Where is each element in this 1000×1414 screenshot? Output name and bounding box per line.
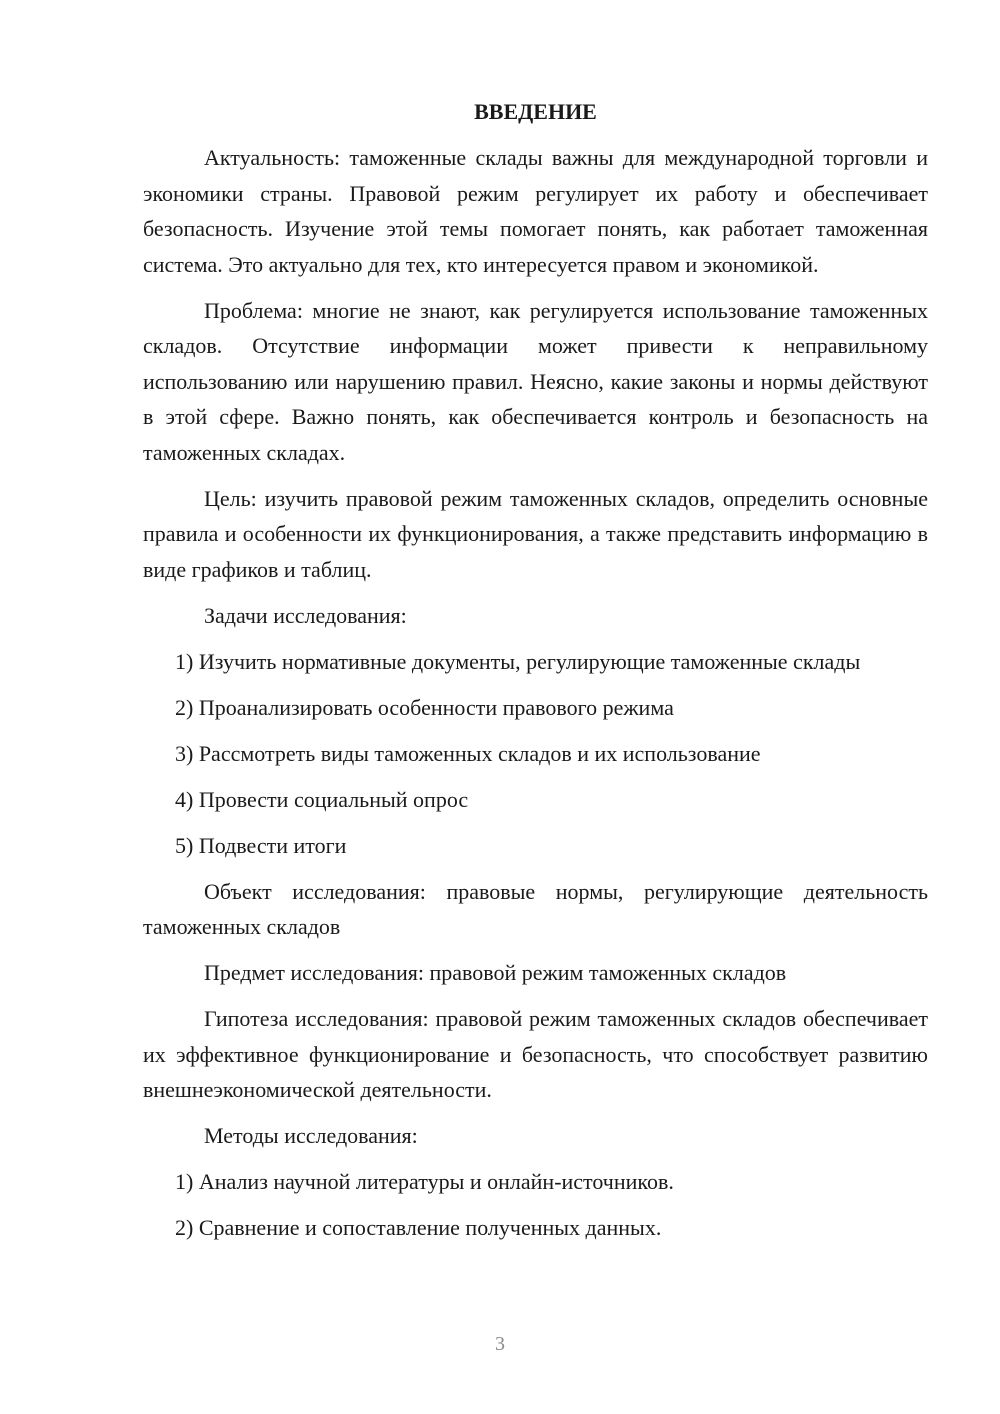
task-item: 4) Провести социальный опрос — [175, 786, 469, 812]
hypothesis-paragraph: Гипотеза исследования: правовой режим таможенных складов обеспечивает их эффективное функционирование и безопасность, что способствует развитию внешнеэкономической деятельности. — [143, 1006, 928, 1102]
page-number: 3 — [495, 1333, 505, 1355]
relevance-paragraph: Актуальность: таможенные склады важны для международной торговли и экономики страны. Правовой режим регулирует их работу и обеспечивает безопасность. Изучение этой темы помогает понять, как работает таможенная система. Это актуально для тех, кто интересуется правом и экономикой. — [143, 145, 928, 277]
problem-paragraph: Проблема: многие не знают, как регулируется использование таможенных складов. Отсутствие информации может привести к неправильному использованию или нарушению правил. Неясно, какие законы и нормы действуют в этой сфере. Важно понять, как обеспечивается контроль и безопасность на таможенных складах. — [143, 297, 928, 465]
task-item: 2) Проанализировать особенности правового режима — [175, 694, 674, 720]
method-item: 2) Сравнение и сопоставление полученных данных. — [175, 1215, 662, 1240]
tasks-title: Задачи исследования: — [204, 602, 407, 628]
page-heading: ВВЕДЕНИЕ — [474, 99, 597, 124]
goal-paragraph: Цель: изучить правовой режим таможенных складов, определить основные правила и особенности их функционирования, а также представить информацию в виде графиков и таблиц. — [143, 485, 928, 582]
methods-title: Методы исследования: — [204, 1123, 418, 1148]
task-item: 3) Рассмотреть виды таможенных складов и их использование — [175, 740, 761, 766]
method-item: 1) Анализ научной литературы и онлайн-источников. — [175, 1169, 674, 1194]
subject-paragraph: Предмет исследования: правовой режим таможенных складов — [204, 960, 787, 985]
object-paragraph: Объект исследования: правовые нормы, регулирующие деятельность таможенных складов — [143, 878, 928, 939]
task-item: 5) Подвести итоги — [175, 832, 347, 858]
document-body — [143, 94, 928, 1256]
task-item: 1) Изучить нормативные документы, регулирующие таможенные склады — [175, 648, 861, 674]
